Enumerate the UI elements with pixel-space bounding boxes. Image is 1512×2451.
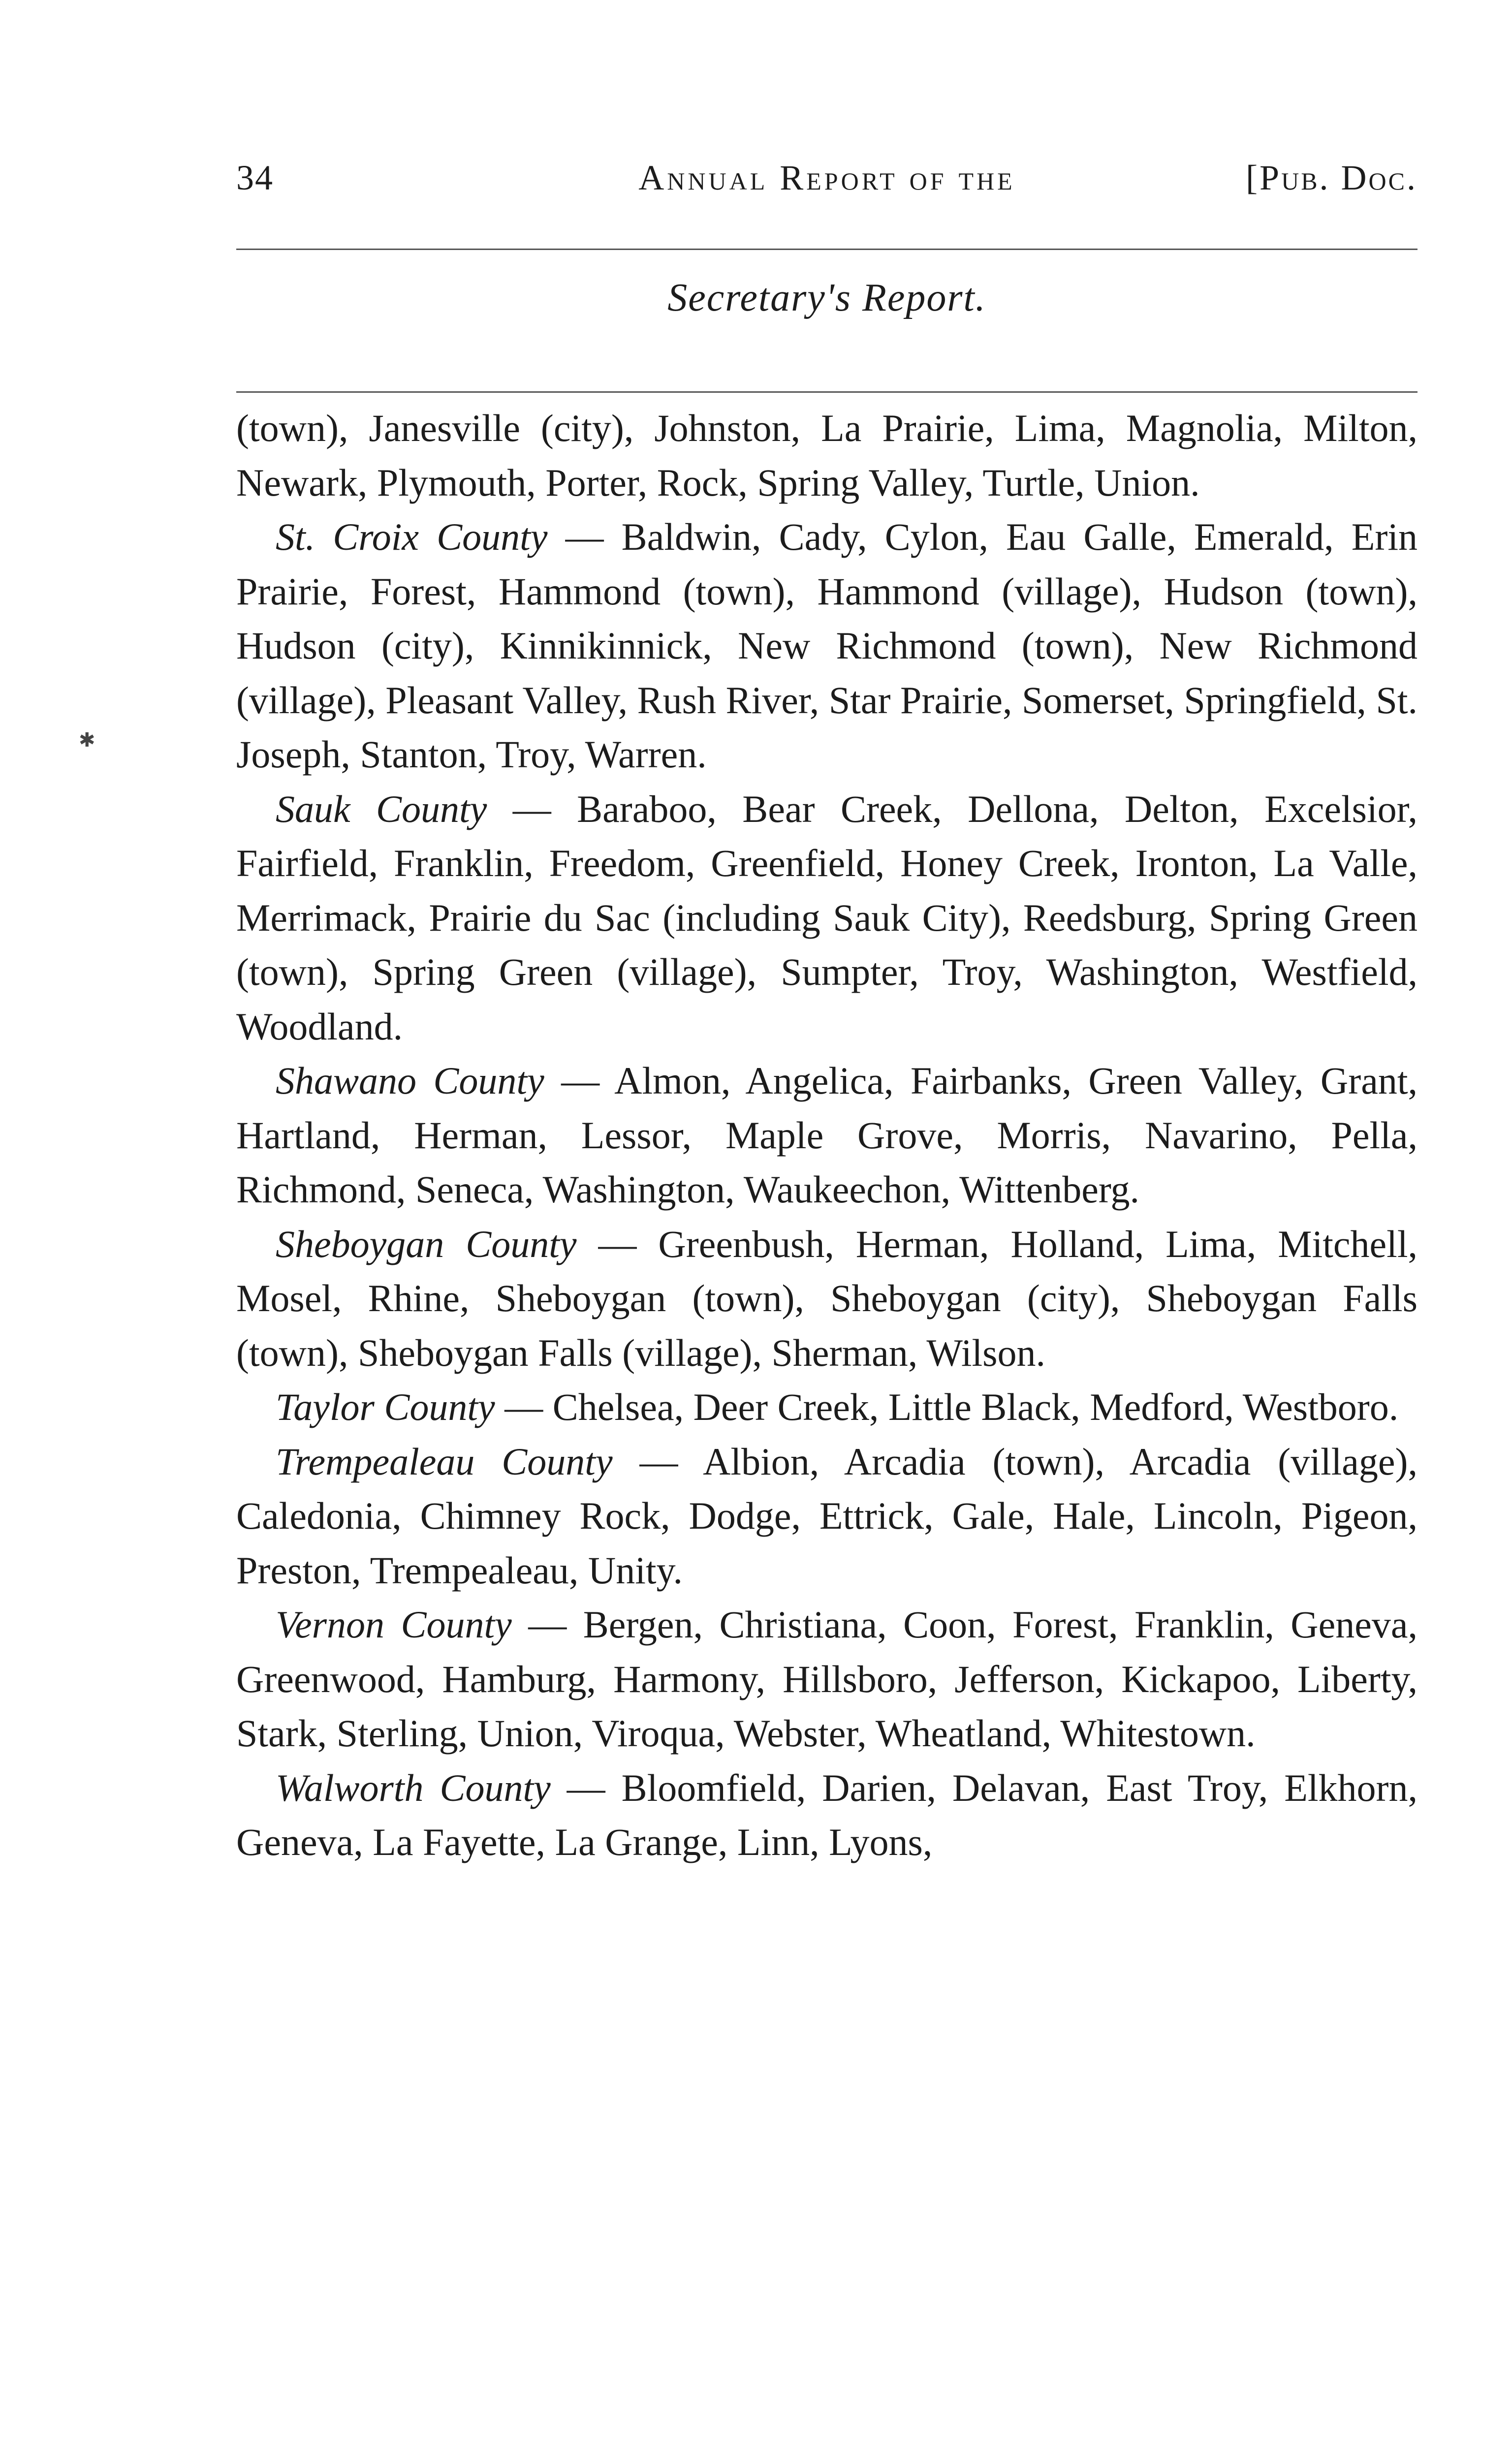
county-name: Taylor County [276,1385,495,1428]
county-entry-vernon [236,1598,1418,1761]
county-towns: Bergen, Christiana, Coon, Forest, Franklin, Geneva, Greenwood, Hamburg, Harmony, Hillsboro, Jefferson, Kickapoo, Liberty, Stark, Sterling, Union, Viroqua, Webster, Wheatland, Whitestown. [236,1603,1418,1755]
county-entry-shawano [236,1054,1418,1217]
county-towns: Almon, Angelica, Fairbanks, Green Valley, Grant, Hartland, Herman, Lessor, Maple Grove, Morris, Navarino, Pella, Richmond, Seneca, Washington, Waukeechon, Wittenberg. [236,1059,1418,1211]
entry-dash: — [544,1059,615,1102]
county-entry-taylor [236,1380,1418,1435]
body-text [236,401,1418,1870]
entry-dash: — [487,787,577,830]
county-entry-sheboygan [236,1217,1418,1381]
county-name: St. Croix County [276,515,548,558]
entry-dash: — [495,1385,553,1428]
page-number: 34 [236,158,274,197]
entry-dash: — [511,1603,583,1646]
running-head [236,148,1418,202]
section-title: Secretary's Report. [667,276,986,319]
county-towns: Baldwin, Cady, Cylon, Eau Galle, Emerald, Erin Prairie, Forest, Hammond (town), Hammond (village), Hudson (town), Hudson (city), Kinnikinnick, New Richmond (town), New Richmond (village), Pleasant Valley, Rush River, Star Prairie, Somerset, Springfield, St. Joseph, Stanton, Troy, Warren. [236,515,1418,776]
header-rule-bottom [236,391,1418,393]
entry-dash: — [576,1222,659,1265]
document-label: [Pub. Doc. [1246,158,1418,197]
continuation-paragraph: (town), Janesville (city), Johnston, La Prairie, Lima, Magnolia, Milton, Newark, Plymouth, Porter, Rock, Spring Valley, Turtle, Union. [236,407,1418,504]
county-name: Vernon County [276,1603,512,1646]
entry-dash: — [547,515,622,558]
county-towns: Greenbush, Herman, Holland, Lima, Mitchell, Mosel, Rhine, Sheboygan (town), Sheboygan (city), Sheboygan Falls (town), Sheboygan Falls (village), Sherman, Wilson. [236,1222,1418,1374]
county-name: Walworth County [276,1766,551,1809]
county-entry-sauk [236,782,1418,1054]
entry-dash: — [612,1440,703,1483]
ink-speck-mark: ✱ [79,729,95,751]
county-towns: Bloomfield, Darien, Delavan, East Troy, Elkhorn, Geneva, La Fayette, La Grange, Linn, Lyons, [236,1766,1418,1863]
county-towns: Albion, Arcadia (town), Arcadia (village), Caledonia, Chimney Rock, Dodge, Ettrick, Gale, Hale, Lincoln, Pigeon, Preston, Trempealeau, Unity. [236,1440,1418,1592]
county-name: Sauk County [276,787,487,830]
county-name: Sheboygan County [276,1222,577,1265]
county-towns: Chelsea, Deer Creek, Little Black, Medford, Westboro. [552,1385,1399,1428]
county-entry-trempealeau [236,1435,1418,1598]
county-name: Trempealeau County [276,1440,613,1483]
county-towns: Baraboo, Bear Creek, Dellona, Delton, Excelsior, Fairfield, Franklin, Freedom, Greenfield, Honey Creek, Ironton, La Valle, Merrimack, Prairie du Sac (including Sauk City), Reedsburg, Spring Green (town), Spring Green (village), Sumpter, Troy, Washington, Westfield, Woodland. [236,787,1418,1048]
county-entry-walworth [236,1761,1418,1870]
county-entry-st-croix [236,510,1418,782]
running-head-title: Annual Report of the [638,158,1015,197]
entry-dash: — [550,1766,622,1809]
county-name: Shawano County [276,1059,544,1102]
header-rule-top [236,249,1418,250]
